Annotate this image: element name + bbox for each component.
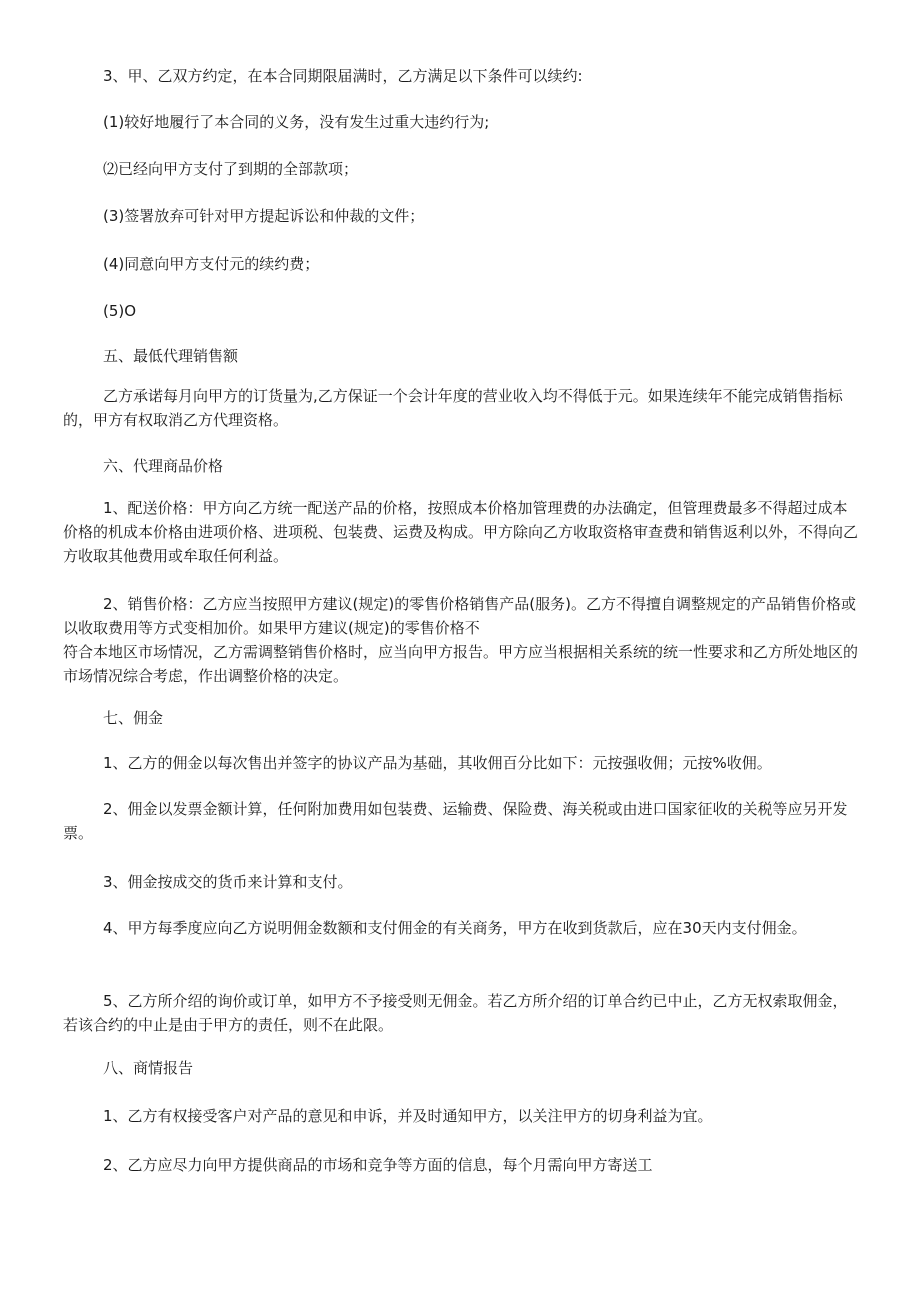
section-6-item-2: 2、销售价格：乙方应当按照甲方建议(规定)的零售价格销售产品(服务)。乙方不得擅自调整规定的产品销售价格或以收取费用等方式变相加价。如果甲方建议(规定)的零售价格不 [63, 595, 856, 637]
section-7-item-5: 5、乙方所介绍的询价或订单，如甲方不予接受则无佣金。若乙方所介绍的订单合约已中止，乙方无权索取佣金，若该合约的中止是由于甲方的责任，则不在此限。 [63, 992, 848, 1034]
clause-3-renewal-conditions: 3、甲、乙双方约定，在本合同期限届满时，乙方满足以下条件可以续约: [103, 67, 583, 85]
section-8-item-1: 1、乙方有权接受客户对产品的意见和申诉，并及时通知甲方，以关注甲方的切身利益为宜。 [103, 1107, 713, 1125]
section-5-heading: 五、最低代理销售额 [103, 347, 239, 365]
section-6-item-1: 1、配送价格：甲方向乙方统一配送产品的价格，按照成本价格加管理费的办法确定，但管理费最多不得超过成本价格的机成本价格由进项价格、进项税、包装费、运费及构成。甲方除向乙方收取资格审查费和销售返利以外，不得向乙方收取其他费用或牟取任何利益。 [63, 499, 859, 565]
section-8-item-2: 2、乙方应尽力向甲方提供商品的市场和竞争等方面的信息，每个月需向甲方寄送工 [103, 1156, 653, 1174]
section-8-heading: 八、商情报告 [103, 1059, 194, 1077]
condition-4: (4)同意向甲方支付元的续约费； [103, 255, 320, 273]
section-6-heading: 六、代理商品价格 [103, 457, 224, 475]
condition-5: (5)O [103, 302, 137, 320]
section-6-item-2-continued: 符合本地区市场情况，乙方需调整销售价格时，应当向甲方报告。甲方应当根据相关系统的统一性要求和乙方所处地区的市场情况综合考虑，作出调整价格的决定。 [63, 643, 859, 685]
section-7-item-3: 3、佣金按成交的货币来计算和支付。 [103, 873, 353, 891]
section-7-item-1: 1、乙方的佣金以每次售出并签字的协议产品为基础，其收佣百分比如下：元按强收佣；元按%收佣。 [103, 754, 772, 772]
section-5-body: 乙方承诺每月向甲方的订货量为,乙方保证一个会计年度的营业收入均不得低于元。如果连续年不能完成销售指标的，甲方有权取消乙方代理资格。 [63, 387, 843, 429]
section-7-item-4: 4、甲方每季度应向乙方说明佣金数额和支付佣金的有关商务，甲方在收到货款后，应在30天内支付佣金。 [103, 919, 807, 937]
section-7-heading: 七、佣金 [103, 709, 164, 727]
section-7-item-2: 2、佣金以发票金额计算，任何附加费用如包装费、运输费、保险费、海关税或由进口国家征收的关税等应另开发票。 [63, 800, 848, 842]
condition-3: (3)签署放弃可针对甲方提起诉讼和仲裁的文件； [103, 207, 425, 225]
condition-1: (1)较好地履行了本合同的义务，没有发生过重大违约行为; [103, 113, 490, 131]
condition-2: ⑵已经向甲方支付了到期的全部款项； [103, 160, 359, 178]
